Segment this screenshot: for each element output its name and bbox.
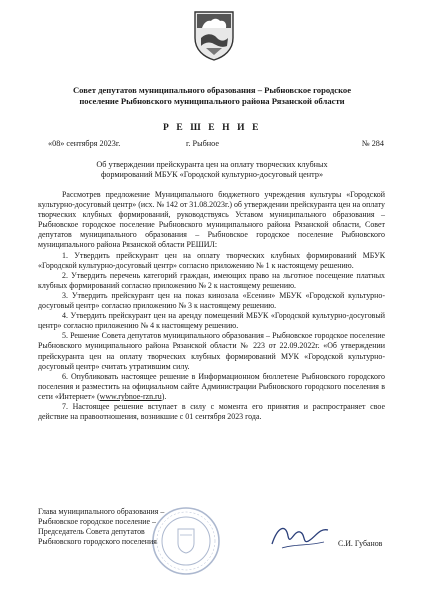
signature-line-3: Председатель Совета депутатов — [38, 527, 145, 537]
paragraph-intro: Рассмотрев предложение Муниципального бюджетного учреждения культуры «Городской культурно-досуговый центр» (исх. № 142 от 31.08.2023г.) об утверждении прейскуранта цен на оплату творческих клубных формирований, руководствуясь Уставом муниципального образования – Рыбновское городское поселение Рыбновского муниципального района Рязанской области, Совет депутатов муниципального образования – Рыбновское городское поселение Рыбновского муниципального района Рязанской области РЕШИЛ: — [38, 190, 385, 250]
council-header-line-1: Совет депутатов муниципального образования – Рыбновское городское — [72, 85, 352, 95]
paragraph-7: 7. Настоящее решение вступает в силу с момента его принятия и распространяет свое действие на правоотношения, возникшие с 01 сентября 2023 года. — [38, 401, 385, 422]
paragraph-1: 1. Утвердить прейскурант цен на оплату творческих клубных формирований МБУК «Городской культурно-досуговый центр» согласно приложению № 1 к настоящему решению. — [38, 250, 385, 270]
paragraph-6-end: ). — [161, 391, 167, 401]
subject-line-1: Об утверждении прейскуранта цен на оплату творческих клубных — [96, 160, 328, 169]
decision-number: № 284 — [361, 139, 384, 148]
website-link[interactable]: www.rybnoe-rzn.ru — [99, 391, 162, 401]
council-header-line-2: поселение Рыбновского муниципального района Рязанской области — [79, 96, 345, 106]
decision-subject — [60, 160, 364, 181]
decision-date: «08» сентября 2023г. — [48, 139, 121, 148]
subject-line-2: формирований МБУК «Городской культурно-досуговый центр» — [100, 170, 324, 180]
signatory-name: С.И. Губанов — [338, 539, 383, 548]
decision-body — [38, 190, 385, 422]
paragraph-5: 5. Решение Совета депутатов муниципального образования – Рыбновское городское поселение Рыбновского муниципального района Рязанской области № 223 от 22.09.2022г. «Об утверждении прейскуранта цен на оплату творческих клубных формирований МУК «Городской культурно-досуговый центр» считать утратившим силу. — [38, 331, 385, 371]
paragraph-6 — [38, 372, 385, 402]
paragraph-6-text: 6. Опубликовать настоящее решение в Информационном бюллетене Рыбновского городского поселения и разместить на официальном сайте Администрации Рыбновского городского поселения в сети «Интернет» ( — [38, 371, 385, 401]
coat-of-arms-emblem — [192, 8, 236, 62]
paragraph-4: 4. Утвердить прейскурант цен на аренду помещений МБУК «Городской культурно-досуговый центр» согласно приложению № 4 к настоящему решению. — [38, 311, 385, 331]
document-title: Р Е Ш Е Н И Е — [162, 123, 262, 133]
handwritten-signature — [268, 518, 332, 554]
paragraph-2: 2. Утвердить перечень категорий граждан, имеющих право на льготное посещение платных клубных формирований согласно приложению № 2 к настоящему решению. — [38, 270, 385, 290]
signature-block — [38, 507, 164, 547]
signature-line-4: Рыбновского городского поселения — [38, 537, 157, 547]
paragraph-3: 3. Утвердить прейскурант цен на показ кинозала «Есенин» МБУК «Городской культурно-досуговый центр» согласно приложению № 3 к настоящему решению. — [38, 290, 385, 311]
signature-line-1: Глава муниципального образования – — [38, 507, 165, 516]
decision-place: г. Рыбное — [186, 139, 219, 148]
signature-line-2: Рыбновское городское поселение – — [38, 517, 156, 527]
